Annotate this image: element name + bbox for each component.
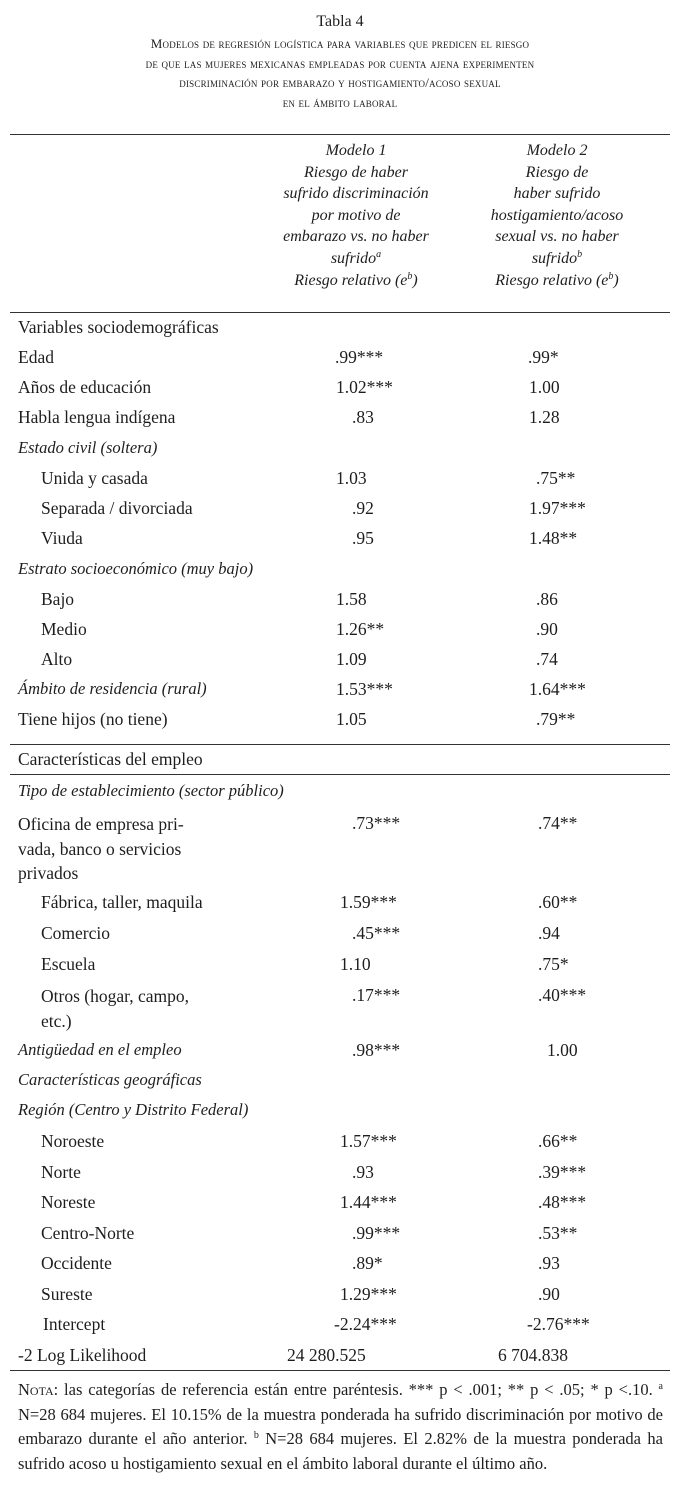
category-header: Región (Centro y Distrito Federal)	[18, 1100, 249, 1119]
table-row: Separada / divorciada .92 1.97***	[41, 498, 586, 518]
note-lead: Nota	[18, 1380, 54, 1399]
table-row: Norte .93 .39***	[41, 1162, 587, 1182]
table-row: Escuela 1.10 .75*	[41, 954, 569, 974]
footnote-marker: a	[658, 1381, 663, 1392]
header-line: Modelo 2	[526, 142, 588, 159]
table-row: Occidente .89* .93	[41, 1253, 560, 1273]
category-header: Características geográficas	[18, 1070, 202, 1089]
section-rule	[10, 744, 670, 745]
table-row: Noreste 1.44*** .48***	[41, 1192, 587, 1212]
table-row: Unida y casada 1.03 .75**	[41, 468, 576, 488]
bottom-rule	[10, 1370, 670, 1371]
header-measure: Riesgo relativo $(e^b)$	[294, 270, 418, 289]
table-row: Habla lengua indígena .83 1.28	[18, 407, 560, 427]
table-note: Nota: las categorías de referencia están entre paréntesis. *** p < .001; ** p < .05; * p <.10. $^a$ N=28 684 mujeres. El 10.15% de la muestra ponderada ha sufrido discriminación por motivo de embarazo durante el año anterior. $^b$ N=28 684 mujeres. El 2.82% de la muestra ponderada ha sufrido acoso u hostigamiento sexual en el ámbito laboral durante el último año.	[18, 1380, 663, 1473]
footnote-marker: a	[376, 248, 382, 260]
table-row: Edad .99*** .99*	[18, 347, 559, 367]
header-line: Riesgo de	[525, 163, 589, 181]
table-row: Alto 1.09 .74	[41, 649, 558, 669]
table-row: Años de educación 1.02*** 1.00	[18, 377, 560, 397]
table-row: Viuda .95 1.48**	[41, 528, 578, 548]
header-line: sexual vs. no haber	[495, 228, 619, 246]
category-header: Estrato socioeconómico (muy bajo)	[18, 559, 254, 578]
header-line: sufrido$^b$	[531, 248, 583, 267]
header-line: hostigamiento/acoso	[490, 206, 624, 224]
header-line: Riesgo de haber	[304, 163, 408, 181]
subtitle-line: en el ámbito laboral	[282, 94, 398, 110]
header-rule	[10, 312, 670, 313]
header-line: embarazo vs. no haber	[283, 228, 429, 246]
table-title: Tabla 4	[316, 13, 364, 30]
header-line: haber sufrido	[513, 185, 601, 203]
header-measure: Riesgo relativo $(e^b)$	[495, 270, 619, 289]
subtitle-line: Modelos de regresión logística para variables que predicen el riesgo	[150, 36, 530, 51]
section-header-employment: Características del empleo	[18, 749, 203, 769]
header-line: sufrido$^a$	[330, 248, 382, 267]
table-row: Comercio .45*** .94	[41, 923, 560, 943]
header-line: por motivo de	[311, 206, 401, 224]
table-row: Bajo 1.58 .86	[41, 589, 558, 609]
column-header-model2	[457, 140, 657, 291]
table-row-intercept: Intercept -2.24*** -2.76***	[43, 1314, 590, 1334]
table-row: Sureste 1.29*** .90	[41, 1284, 560, 1304]
subtitle-line: discriminación por embarazo y hostigamiento/acoso sexual	[179, 75, 501, 90]
table-subtitle	[0, 34, 680, 112]
top-rule	[10, 134, 670, 135]
table-row: Antigüedad en el empleo .98*** 1.00	[18, 1040, 578, 1060]
table-row: Centro-Norte .99*** .53**	[41, 1223, 578, 1243]
header-line: sufrido discriminación	[283, 185, 429, 203]
table-row: Otros (hogar, campo, etc.) .17*** .40***	[41, 985, 587, 1031]
subtitle-line: de que las mujeres mexicanas empleadas por cuenta ajena experimenten	[145, 55, 535, 71]
table-row: Noroeste 1.57*** .66**	[41, 1131, 578, 1151]
table-row-log-likelihood: -2 Log Likelihood 24 280.525 6 704.838	[18, 1345, 568, 1365]
footnote-marker: b	[253, 1430, 259, 1441]
table-row: Fábrica, taller, maquila 1.59*** .60**	[41, 892, 578, 912]
section-header-sociodemographic: Variables sociodemográficas	[18, 317, 219, 337]
table-row: Medio 1.26** .90	[41, 619, 558, 639]
footnote-marker: b	[577, 248, 583, 260]
table-row: Tiene hijos (no tiene) 1.05 .79**	[18, 709, 576, 729]
table-row: Oficina de empresa pri- vada, banco o servicios privados .73*** .74**	[18, 813, 578, 883]
table-row: Ámbito de residencia (rural) 1.53*** 1.64***	[18, 679, 586, 699]
category-header: Tipo de establecimiento (sector público)	[18, 781, 284, 800]
header-line: Modelo 1	[325, 142, 387, 159]
section-rule	[10, 774, 670, 775]
column-header-model1	[256, 140, 456, 291]
category-header: Estado civil (soltera)	[18, 438, 158, 457]
